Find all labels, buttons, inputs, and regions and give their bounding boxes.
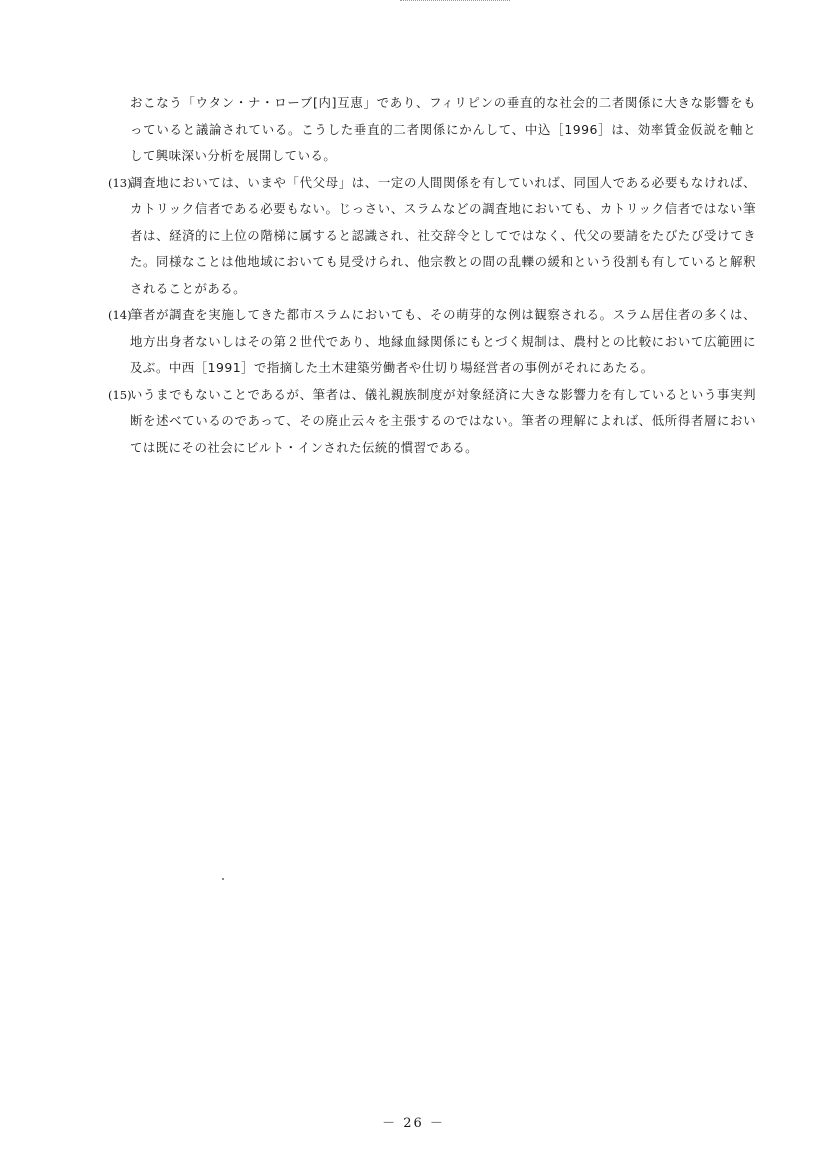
continuation-paragraph: おこなう「ウタン・ナ・ローブ[内]互恵」であり、フィリピンの垂直的な社会的二者関係に大きな影響をもっていると議論されている。こうした垂直的二者関係にかんして、中込［1996］は、効率賃金仮説を軸として興味深い分析を展開している。 (130, 95, 756, 163)
footnote-text: 調査地においては、いまや「代父母」は、一定の人間関係を有していれば、同国人である必要もなければ、カトリック信者である必要もない。じっさい、スラムなどの調査地においても、カトリック信者ではない筆者は、経済的に上位の階梯に属すると認識され、社交辞令としてではなく、代父の要請をたびたび受けてきた。同様なことは他地域においても見受けられ、他宗教との間の乱轢の緩和という役割も有していると解釈されることがある。 (130, 174, 756, 296)
footnote-14 (108, 302, 756, 382)
footnote-13 (108, 170, 756, 303)
footnote-number: (13) (108, 175, 132, 190)
header-scan-mark (400, 0, 510, 5)
footnote-15 (108, 382, 756, 462)
page-number: － 26 － (382, 1116, 445, 1131)
page-body (108, 90, 756, 461)
footnote-text: 筆者が調査を実施してきた都市スラムにおいても、その萌芽的な例は観察される。スラム居住者の多くは、地方出身者ないしはその第２世代であり、地縁血縁関係にもとづく規制は、農村との比較において広範囲に及ぶ。中西［1991］で指摘した土木建築労働者や仕切り場経営者の事例がそれにあたる。 (130, 307, 756, 375)
footnote-number: (15) (108, 387, 132, 402)
footnote-text: いうまでもないことであるが、筆者は、儀礼親族制度が対象経済に大きな影響力を有しているという事実判断を述べているのであって、その廃止云々を主張するのではない。筆者の理解によれば、低所得者層においては既にその社会にビルト・インされた伝統的慣習である。 (130, 386, 756, 455)
footnote-number: (14) (108, 308, 132, 322)
scan-speck (222, 878, 224, 880)
